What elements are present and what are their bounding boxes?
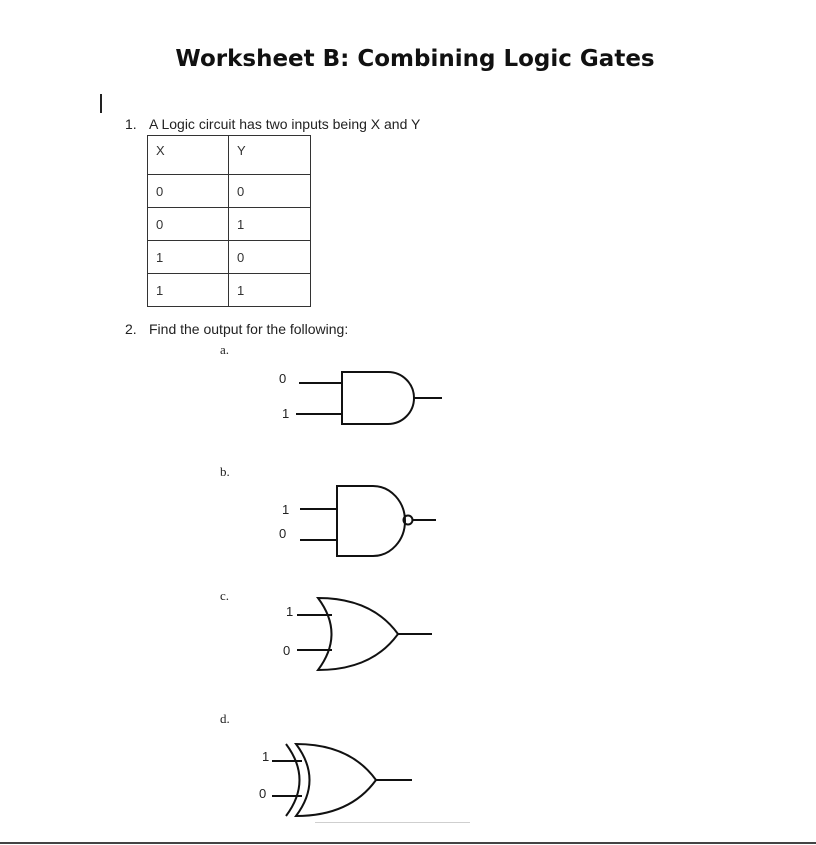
- cell-y: 0: [229, 175, 311, 208]
- gate-c-input-2: 0: [283, 643, 291, 658]
- header-x: X: [148, 136, 229, 175]
- question-1-number: 1.: [125, 116, 137, 132]
- cell-x: 0: [148, 208, 229, 241]
- cell-y: 1: [229, 274, 311, 307]
- question-2-number: 2.: [125, 321, 137, 337]
- xor-gate-icon: [272, 744, 412, 816]
- page-title: Worksheet B: Combining Logic Gates: [175, 46, 655, 72]
- gate-c-input-1: 1: [286, 604, 294, 619]
- cell-x: 0: [148, 175, 229, 208]
- header-y: Y: [229, 136, 311, 175]
- gate-a-input-2: 1: [282, 406, 290, 421]
- or-gate-icon: [297, 598, 432, 670]
- gate-b-label: b.: [220, 464, 230, 479]
- cell-y: 0: [229, 241, 311, 274]
- page-bottom-border: [0, 842, 816, 844]
- faint-divider: [315, 822, 470, 823]
- cell-y: 1: [229, 208, 311, 241]
- gate-d-input-1: 1: [262, 749, 270, 764]
- question-1-text: A Logic circuit has two inputs being X and Y: [149, 116, 421, 132]
- gate-b-input-2: 0: [279, 526, 287, 541]
- cell-x: 1: [148, 274, 229, 307]
- gate-a-input-1: 0: [279, 371, 287, 386]
- gate-d-input-2: 0: [259, 786, 267, 801]
- question-2-text: Find the output for the following:: [149, 321, 349, 337]
- and-gate-icon: [296, 372, 442, 424]
- nand-gate-icon: [300, 486, 436, 556]
- gate-a-label: a.: [220, 342, 230, 357]
- gate-d-label: d.: [220, 711, 230, 726]
- gate-b-input-1: 1: [282, 502, 290, 517]
- cell-x: 1: [148, 241, 229, 274]
- gate-c-label: c.: [220, 588, 230, 603]
